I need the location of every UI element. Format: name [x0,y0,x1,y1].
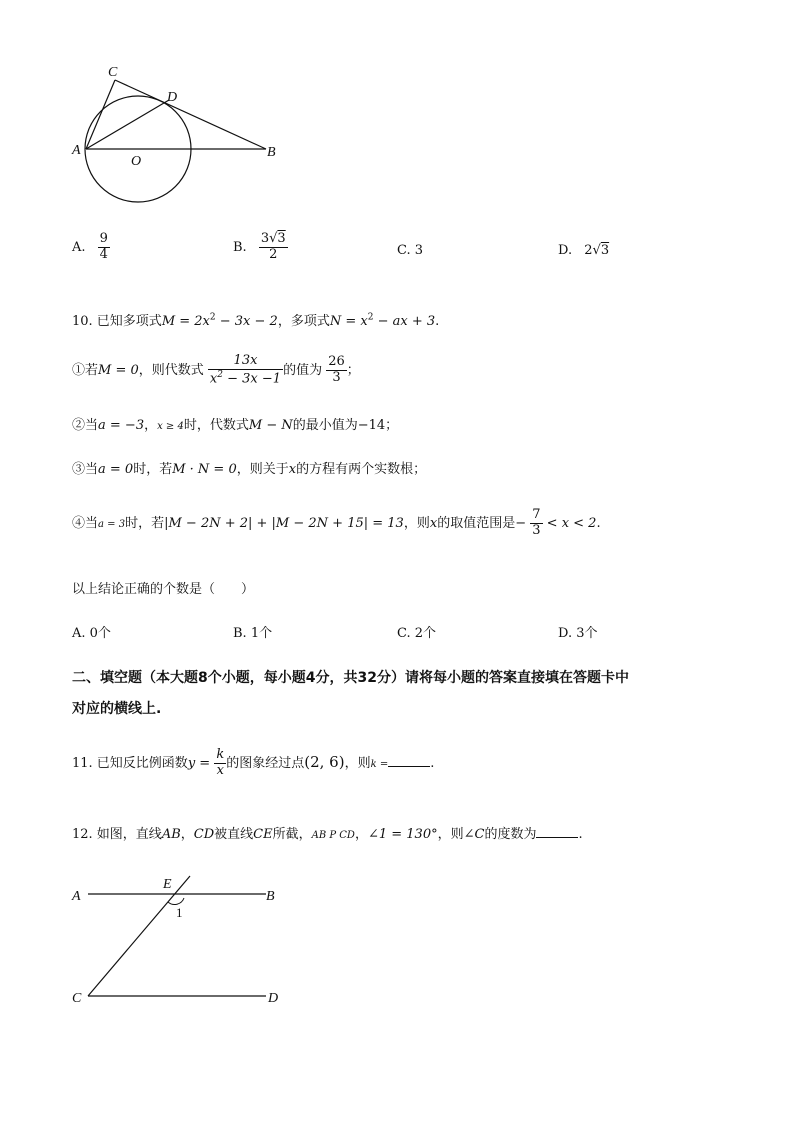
label-a: A [72,143,81,158]
q12-answer-blank[interactable] [536,825,578,838]
label-o: O [131,154,142,169]
q12: 12. 如图，直线AB，CD被直线CE所截，AB P CD，∠1 = 130°，则∠C的度数为 . [72,827,583,842]
label-c: C [108,65,118,80]
q10-statement-2: ②当a = −3，x ≥ 4时，代数式M − N的最小值为−14； [72,418,399,433]
segment-ac [86,80,115,149]
q10-statement-4: ④当a = 3时，若|M − 2N + 2| + |M − 2N + 15| = 13，则x的取值范围是− $\frac{7}{3}$ < x < 2. [72,507,601,538]
q10-option-b[interactable]: B. 1个 [233,626,273,641]
statement-1-fraction: $\frac{13x}{x^2 - 3x -1}$ [209,353,282,387]
option-a-label: A. [72,239,86,255]
option-b-fraction [259,232,288,263]
option-b-label: B. [233,239,247,255]
section-2-heading-line2: 对应的横线上. [72,701,162,717]
figure-parallel-lines [60,870,300,1015]
q11-answer-blank[interactable] [388,754,430,767]
fraction-denominator: 2 [269,246,278,262]
q10-option-c[interactable]: C. 2个 [397,626,437,641]
statement-4-fraction: $\frac{7}{3}$ [532,507,541,538]
option-d-value: 2√3 [584,243,610,258]
label-b: B [267,145,276,160]
statement-1-value: $\frac{26}{3}$ [328,354,345,386]
q10-stem: 10. 已知多项式$M = 2x^2 - 3x - 2$，多项式$N = x^2$ − ax + 3. [72,312,440,329]
q10-option-d[interactable]: D. 3个 [558,626,598,641]
figure-circle-triangle [60,58,290,208]
fraction-numerator: 9 [99,231,108,246]
q9-option-d[interactable] [558,243,609,258]
option-d-label: D. [558,243,573,258]
q10-question: 以上结论正确的个数是（ ） [72,582,255,597]
label-1: 1 [176,905,183,920]
fraction-denominator: 4 [99,246,108,262]
section-2-heading-line1: 二、填空题（本大题8个小题，每小题4分，共32分）请将每小题的答案直接填在答题卡中 [72,670,629,686]
label-b: B [266,889,275,904]
label-a: A [72,889,81,904]
q11-fraction: $\frac{k}{x}$ [216,747,225,778]
q9-option-b[interactable] [233,232,288,263]
label-c: C [72,991,82,1006]
option-a-fraction [98,232,110,263]
fraction-numerator: 3√3 [260,231,286,246]
q10-statement-3: ③当a = 0时，若M · N = 0，则关于x的方程有两个实数根； [72,462,427,477]
q9-option-a[interactable] [72,232,110,263]
q9-option-c[interactable] [397,243,423,258]
label-e: E [163,877,172,892]
q10-option-a[interactable]: A. 0个 [72,626,111,641]
label-d: D [167,90,178,105]
option-c-text: C. 3 [397,243,424,258]
q10-statement-1: ①若M = 0，则代数式 $\frac{13x}{x^2 - 3x -1}$ 的值为 $\frac{26}{3}$ ； [72,353,360,387]
q11: 11. 已知反比例函数y = $\frac{k}{x}$ 的图象经过点(2, 6)，则k = . [72,747,435,778]
label-d: D [268,991,279,1006]
segment-ad [86,100,169,149]
